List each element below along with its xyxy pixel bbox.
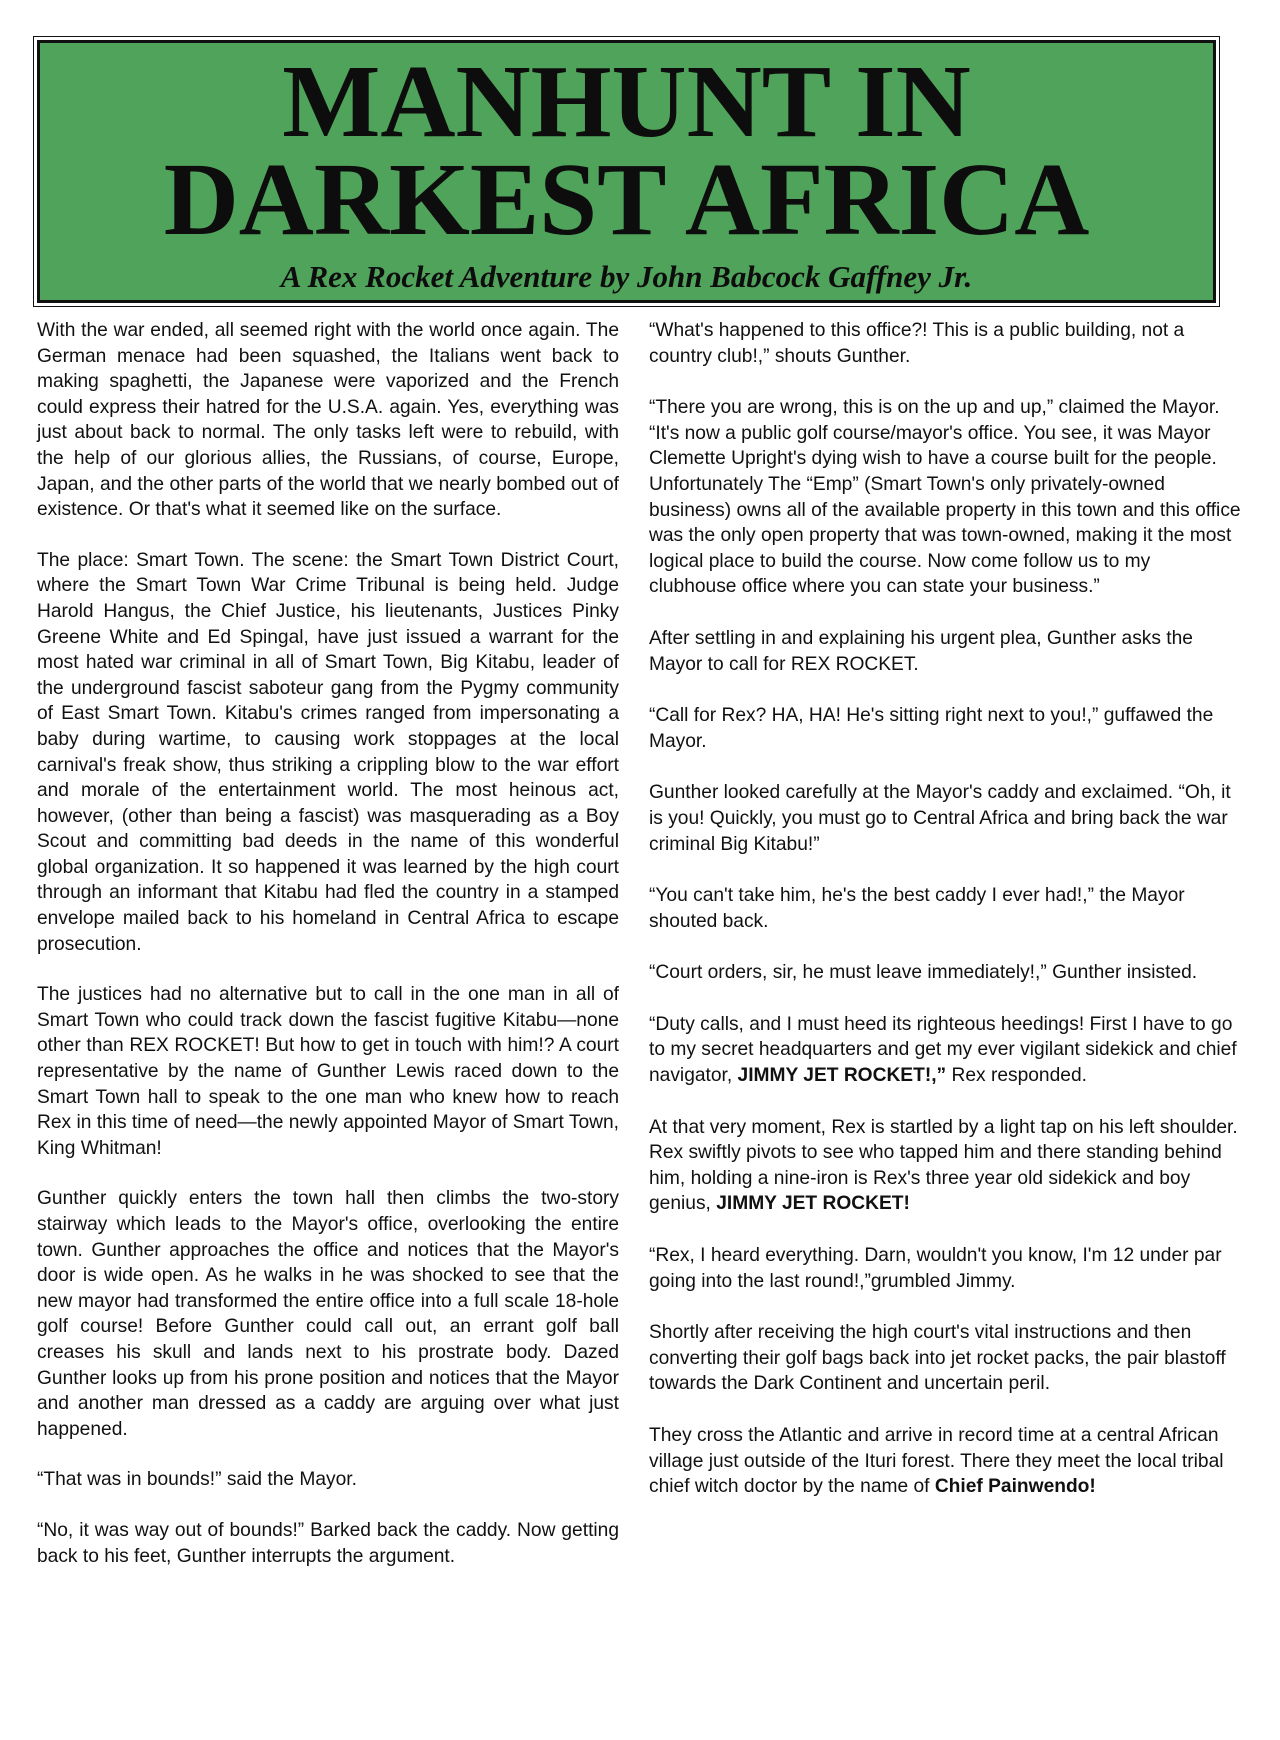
paragraph: After settling in and explaining his urgent plea, Gunther asks the Mayor to call for REX ROCKET. bbox=[649, 627, 1193, 675]
paragraph: With the war ended, all seemed right with the world once again. The German menace had been squashed, the Italians went back to making spaghetti, the Japanese were vaporized and the French could express their hatred for the U.S.A. again. Yes, everything was just about back to normal. The only tasks left were to rebuild, with the help of our glorious allies, the Russians, of course, Europe, Japan, and the other parts of the world that we nearly bombed out of existence. Or that's what it seemed like on the surface. bbox=[37, 320, 619, 521]
left-column bbox=[37, 318, 619, 1569]
bold-name: JIMMY JET ROCKET!,” bbox=[737, 1065, 947, 1087]
paragraph bbox=[649, 1012, 1241, 1089]
text-run: Rex responded. bbox=[946, 1065, 1087, 1087]
paragraph bbox=[649, 1423, 1241, 1500]
right-column bbox=[649, 318, 1241, 1500]
paragraph: The justices had no alternative but to call in the one man in all of Smart Town who could track down the fascist fugitive Kitabu—none other than REX ROCKET! But how to get in touch with him!? A court representative by the name of Gunther Lewis raced down to the Smart Town hall to speak to the one man who knew how to reach Rex in this time of need—the newly appointed Mayor of Smart Town, King Whitman! bbox=[37, 984, 619, 1159]
article-title: MANHUNT IN DARKEST AFRICA bbox=[163, 44, 1090, 257]
paragraph: Gunther quickly enters the town hall then climbs the two-story stairway which leads to the Mayor's office, overlooking the entire town. Gunther approaches the office and notices that the Mayor's door is wide open. As he walks in he was shocked to see that the new mayor had transformed the entire office into a full scale 18-hole golf course! Before Gunther could call out, an errant golf ball creases his skull and lands next to his prostrate body. Dazed Gunther looks up from his prone position and notices that the Mayor and another man dressed as a caddy are arguing over what just happened. bbox=[37, 1188, 619, 1440]
paragraph: “Rex, I heard everything. Darn, wouldn't you know, I'm 12 under par going into the last round!,”grumbled Jimmy. bbox=[649, 1245, 1222, 1292]
paragraph: “That was in bounds!” said the Mayor. bbox=[37, 1469, 357, 1491]
text-run: They cross the Atlantic and arrive in record time at a central African village just outside of the Ituri forest. There they meet the local tribal chief witch doctor by the name of bbox=[649, 1425, 1224, 1498]
article-byline: A Rex Rocket Adventure by John Babcock Gaffney Jr. bbox=[280, 259, 973, 294]
text-run: “Duty calls, and I must heed its righteous heedings! First I have to go to my secret headquarters and get my ever vigilant sidekick and chief navigator, bbox=[649, 1013, 1237, 1087]
paragraph: The place: Smart Town. The scene: the Smart Town District Court, where the Smart Town War Crime Tribunal is being held. Judge Harold Hangus, the Chief Justice, his lieutenants, Justices Pinky Greene White and Ed Spingal, have just issued a warrant for the most hated war criminal in all of Smart Town, Big Kitabu, leader of the underground fascist saboteur gang from the Pygmy community of East Smart Town. Kitabu's crimes ranged from impersonating a baby during wartime, to causing work stoppages at the local carnival's freak show, thus striking a crippling blow to the war effort and morale of the entertainment world. The most heinous act, however, (other than being a fascist) was masquerading as a Boy Scout and committing bad deeds in the name of this wonderful global organization. It so happened it was learned by the high court through an informant that Kitabu had fled the country in a stamped envelope mailed back to his homeland in Central Africa to escape prosecution. bbox=[37, 549, 619, 955]
paragraph: “There you are wrong, this is on the up and up,” claimed the Mayor. “It's now a public golf course/mayor's office. You see, it was Mayor Clemette Upright's dying wish to have a course built for the people. Unfortunately The “Emp” (Smart Town's only privately-owned business) owns all of the available property in this town and this office was the only open property that was town-owned, making it the most logical place to build the course. Now come follow us to my clubhouse office where you can state your business.” bbox=[649, 397, 1241, 598]
paragraph: “What's happened to this office?! This is a public building, not a country club!,” shouts Gunther. bbox=[649, 320, 1185, 367]
paragraph: “Call for Rex? HA, HA! He's sitting right next to you!,” guffawed the Mayor. bbox=[649, 705, 1214, 752]
text-run: At that very moment, Rex is startled by a light tap on his left shoulder. Rex swiftly pivots to see who tapped him and there standing behind him, holding a nine-iron is Rex's three year old sidekick and boy genius, bbox=[649, 1116, 1238, 1215]
title-banner bbox=[37, 40, 1216, 303]
paragraph: “You can't take him, he's the best caddy I ever had!,” the Mayor shouted back. bbox=[649, 885, 1185, 932]
paragraph bbox=[649, 1115, 1241, 1217]
paragraph: “Court orders, sir, he must leave immediately!,” Gunther insisted. bbox=[649, 962, 1198, 984]
paragraph: Shortly after receiving the high court's vital instructions and then converting their golf bags back into jet rocket packs, the pair blastoff towards the Dark Continent and uncertain peril. bbox=[649, 1322, 1226, 1395]
paragraph: “No, it was way out of bounds!” Barked back the caddy. Now getting back to his feet, Gunther interrupts the argument. bbox=[37, 1519, 619, 1567]
bold-name: Chief Painwendo! bbox=[934, 1476, 1096, 1498]
paragraph: Gunther looked carefully at the Mayor's caddy and exclaimed. “Oh, it is you! Quickly, you must go to Central Africa and bring back the war criminal Big Kitabu!” bbox=[649, 782, 1231, 855]
bold-name: JIMMY JET ROCKET! bbox=[716, 1193, 910, 1215]
